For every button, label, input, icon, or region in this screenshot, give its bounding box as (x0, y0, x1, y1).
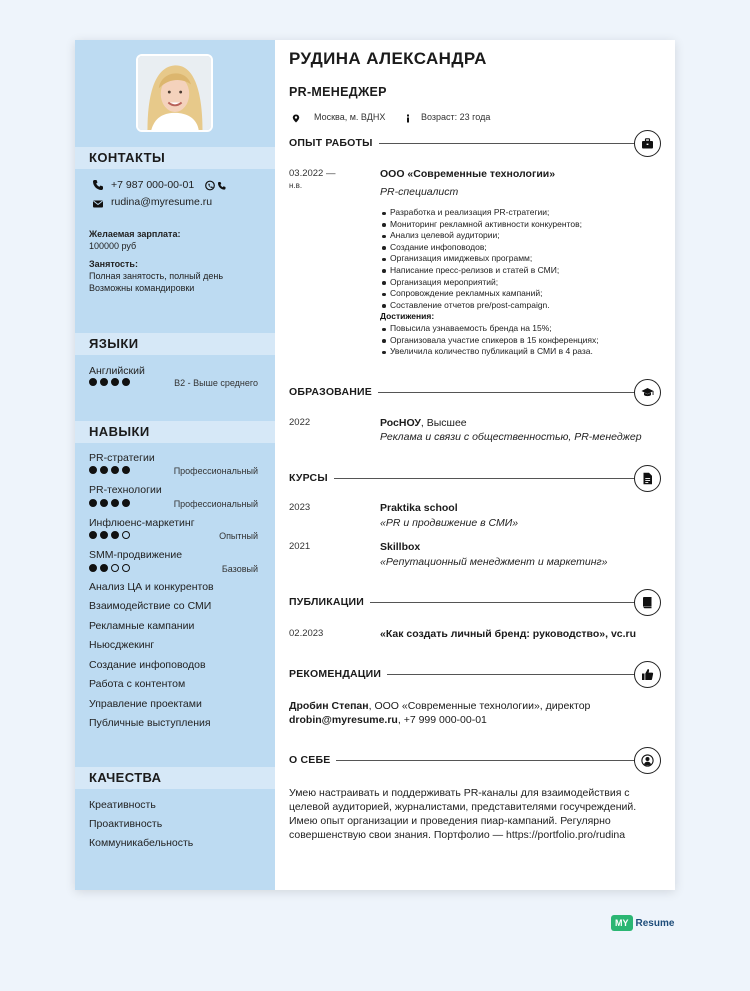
employment-label: Занятость: (89, 259, 138, 269)
education-school: РосНОУ (380, 417, 421, 429)
language-rating (89, 378, 130, 388)
skill-rating (89, 564, 130, 574)
skill-level: Опытный (219, 531, 258, 541)
skill-name: PR-технологии (89, 484, 162, 496)
rating-dot-filled (100, 499, 108, 507)
language-name: Английский (89, 365, 145, 377)
skill-item: Публичные выступления (89, 717, 211, 729)
about-heading: О СЕБЕ (289, 754, 336, 766)
education-heading: ОБРАЗОВАНИЕ (289, 386, 378, 398)
skill-item: Анализ ЦА и конкурентов (89, 581, 214, 593)
bullet-item: Написание пресс-релизов и статей в СМИ; (380, 265, 582, 277)
sidebar (75, 40, 275, 890)
course-provider: Skillbox (380, 541, 421, 553)
portrait-image (138, 56, 211, 130)
skill-level: Профессиональный (173, 466, 258, 476)
skill-rating (89, 499, 130, 509)
phone-icon (92, 179, 104, 191)
bullet-item: Организовала участие спикеров в 15 конференциях; (380, 335, 599, 347)
publication-title: «Как создать личный бренд: руководство», vc.ru (380, 628, 637, 640)
quality-item: Креативность (89, 799, 156, 811)
recommender-name: Дробин Степан (289, 700, 369, 712)
skills-heading: НАВЫКИ (75, 421, 275, 443)
skill-item: Взаимодействие со СМИ (89, 600, 212, 612)
email-icon (92, 198, 104, 210)
book-icon (634, 589, 661, 616)
salary-value: 100000 руб (89, 241, 137, 251)
experience-company: ООО «Современные технологии» (380, 168, 556, 180)
recommender-phone: , +7 999 000-00-01 (397, 714, 487, 726)
skill-item: Ньюсджекинг (89, 639, 155, 651)
messenger-icons (205, 180, 227, 191)
quality-item: Коммуникабельность (89, 837, 194, 849)
about-section-header (289, 747, 661, 773)
rating-dot-empty (122, 564, 130, 572)
bullet-item: Повысила узнаваемость бренда на 15%; (380, 323, 599, 335)
document-icon (634, 465, 661, 492)
experience-date-from: 03.2022 — (289, 168, 336, 179)
about-text: Умею настраивать и поддерживать PR-каналы для взаимодействия с целевой аудиторией, журналистами, представителями госучреждений. Имею опыт организации и проведения пиар-кампаний. Регулярно совершенствую свои знания. Портфолио — https://portfolio.pro/rudina (289, 787, 637, 841)
skill-rating (89, 531, 130, 541)
education-degree: , Высшее (420, 417, 467, 429)
myresume-logo (611, 914, 674, 932)
employment-line-2: Возможны командировки (89, 283, 195, 293)
rating-dot-filled (89, 564, 97, 572)
briefcase-icon (634, 130, 661, 157)
full-name: РУДИНА АЛЕКСАНДРА (289, 49, 487, 68)
contacts-heading: КОНТАКТЫ (75, 147, 275, 169)
bullet-item: Организация мероприятий; (380, 277, 582, 289)
experience-heading: ОПЫТ РАБОТЫ (289, 137, 379, 149)
rating-dot-empty (122, 531, 130, 539)
section-divider (289, 478, 635, 479)
logo-text: Resume (635, 917, 675, 929)
education-year: 2022 (289, 417, 311, 428)
courses-section-header (289, 465, 661, 491)
employment-line-1: Полная занятость, полный день (89, 271, 224, 281)
info-icon (404, 114, 412, 123)
rating-dot-filled (89, 499, 97, 507)
bullet-item: Организация имиджевых программ; (380, 253, 582, 265)
rating-dot-empty (111, 564, 119, 572)
skill-level: Профессиональный (173, 499, 258, 509)
rating-dot-filled (89, 466, 97, 474)
course-title: «PR и продвижение в СМИ» (380, 517, 519, 529)
skill-name: PR-стратегии (89, 452, 155, 464)
skill-item: Управление проектами (89, 698, 202, 710)
rating-dot-filled (111, 531, 119, 539)
experience-date-to: н.в. (289, 181, 303, 190)
education-section-header (289, 379, 661, 405)
thumbs-up-icon (634, 661, 661, 688)
recommender-details: , ООО «Современные технологии», директор (368, 700, 591, 712)
skill-item: Создание инфоповодов (89, 659, 206, 671)
course-provider: Praktika school (380, 502, 458, 514)
skill-level: Базовый (221, 564, 258, 574)
age-text: Возраст: 23 года (421, 112, 491, 122)
skill-item: Рекламные кампании (89, 620, 195, 632)
qualities-heading: КАЧЕСТВА (75, 767, 275, 789)
recommendations-section-header (289, 661, 661, 687)
bullet-item: Увеличила количество публикаций в СМИ в 4 раза. (380, 346, 599, 358)
resume-sheet (75, 40, 675, 890)
rating-dot-filled (100, 564, 108, 572)
rating-dot-filled (100, 466, 108, 474)
publication-date: 02.2023 (289, 628, 324, 639)
recommender-contacts (289, 713, 487, 727)
rating-dot-filled (111, 466, 119, 474)
skill-name: Инфлюенс-маркетинг (89, 517, 195, 529)
course-title: «Репутационный менеджмент и маркетинг» (380, 556, 608, 568)
recommender-email[interactable]: drobin@myresume.ru (289, 714, 398, 726)
location-icon (292, 114, 300, 123)
bullet-item: Анализ целевой аудитории; (380, 230, 582, 242)
phone-text[interactable]: +7 987 000-00-01 (111, 179, 195, 191)
logo-badge: MY (611, 915, 633, 931)
recommendations-heading: РЕКОМЕНДАЦИИ (289, 668, 387, 680)
skill-name: SMM-продвижение (89, 549, 183, 561)
skill-item: Работа с контентом (89, 678, 186, 690)
publications-heading: ПУБЛИКАЦИИ (289, 596, 370, 608)
graduation-cap-icon (634, 379, 661, 406)
person-icon (634, 747, 661, 774)
rating-dot-filled (100, 378, 108, 386)
rating-dot-filled (100, 531, 108, 539)
experience-role: PR-специалист (380, 186, 459, 198)
bullet-item: Создание инфоповодов; (380, 242, 582, 254)
rating-dot-filled (122, 378, 130, 386)
section-divider (289, 760, 635, 761)
recommender-line (289, 699, 590, 713)
languages-heading: ЯЗЫКИ (75, 333, 275, 355)
main-column (275, 40, 675, 890)
courses-heading: КУРСЫ (289, 472, 334, 484)
achievements-list (380, 323, 599, 358)
profile-photo (136, 54, 213, 132)
position-title: PR-МЕНЕДЖЕР (289, 85, 387, 99)
email-text[interactable]: rudina@myresume.ru (111, 196, 213, 208)
skill-rating (89, 466, 130, 476)
language-level: B2 - Выше среднего (174, 378, 258, 388)
rating-dot-filled (111, 499, 119, 507)
course-year: 2021 (289, 541, 311, 552)
experience-section-header (289, 130, 661, 156)
duties-list (380, 207, 582, 311)
publications-section-header (289, 589, 661, 615)
rating-dot-filled (122, 466, 130, 474)
rating-dot-filled (122, 499, 130, 507)
bullet-item: Разработка и реализация PR-стратегии; (380, 207, 582, 219)
location-text: Москва, м. ВДНХ (314, 112, 386, 122)
salary-label: Желаемая зарплата: (89, 229, 181, 239)
bullet-item: Сопровождение рекламных кампаний; (380, 288, 582, 300)
quality-item: Проактивность (89, 818, 163, 830)
education-school-line (380, 417, 467, 429)
rating-dot-filled (111, 378, 119, 386)
rating-dot-filled (89, 378, 97, 386)
bullet-item: Мониторинг рекламной активности конкурентов; (380, 219, 582, 231)
achievements-heading: Достижения: (380, 311, 435, 321)
education-specialty: Реклама и связи с общественностью, PR-менеджер (380, 431, 642, 443)
bullet-item: Составление отчетов pre/post-campaign. (380, 300, 582, 312)
course-year: 2023 (289, 502, 311, 513)
rating-dot-filled (89, 531, 97, 539)
